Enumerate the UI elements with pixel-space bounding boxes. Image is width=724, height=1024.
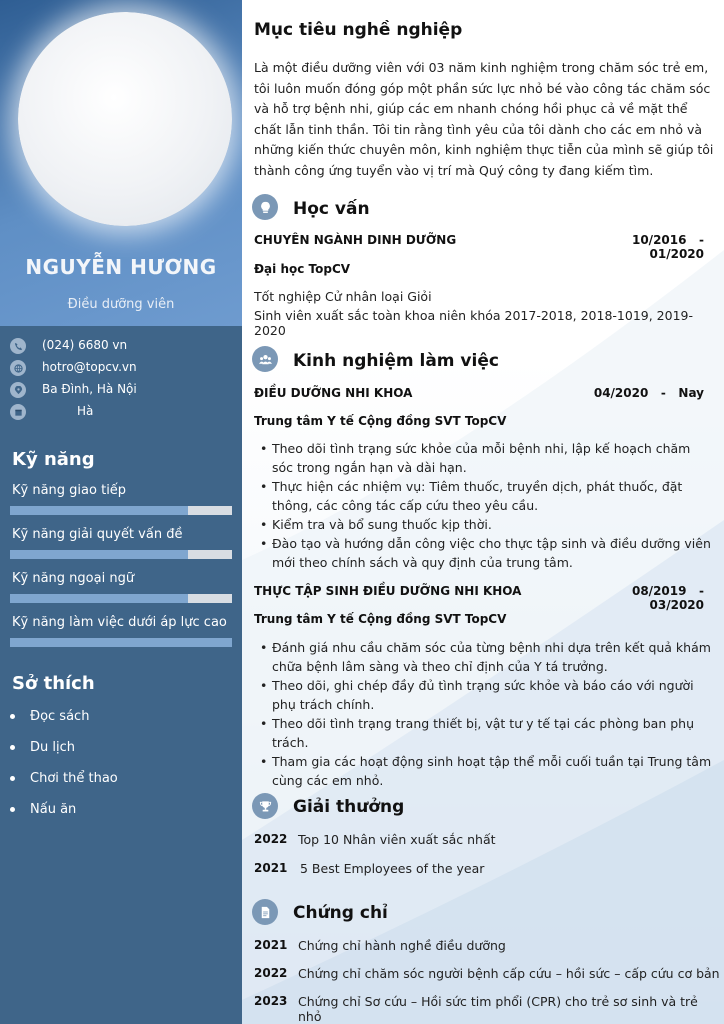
- list-item: • Đánh giá nhu cầu chăm sóc của từng bệnh nhi dựa trên kết quả khám chữa bệnh lâm sàng và theo chỉ định của Y tá trưởng.: [256, 638, 714, 676]
- hobbies-title: Sở thích: [12, 673, 95, 694]
- list-item: Chơi thể thao: [10, 771, 118, 786]
- list-item: Nấu ăn: [10, 802, 76, 817]
- job-position: THỰC TẬP SINH ĐIỀU DƯỠNG NHI KHOA: [254, 584, 522, 598]
- main-content: [242, 0, 724, 1024]
- education-title: Học vấn: [293, 199, 370, 219]
- certificates-title: Chứng chỉ: [293, 903, 388, 923]
- sidebar-header: [0, 0, 242, 326]
- award-text: Top 10 Nhân viên xuất sắc nhất: [298, 832, 496, 847]
- bullet-icon: [10, 776, 15, 781]
- skill-fill: [10, 550, 188, 559]
- document-icon: [252, 899, 278, 925]
- certificate-text: Chứng chỉ hành nghề điều dưỡng: [298, 938, 506, 953]
- skill-label: Kỹ năng giải quyết vấn đề: [12, 527, 183, 542]
- job-dates: 04/2020 - Nay: [593, 386, 704, 400]
- candidate-role: Điều dưỡng viên: [67, 297, 175, 312]
- education-school: Đại học TopCV: [254, 262, 351, 276]
- skill-bar: [10, 594, 232, 603]
- globe-icon: [10, 360, 26, 376]
- awards-title: Giải thưởng: [293, 797, 405, 817]
- users-icon: [252, 346, 278, 372]
- skill-fill: [10, 638, 232, 647]
- list-item: • Theo dõi, ghi chép đầy đủ tình trạng sức khỏe và báo cáo với người phụ trách chính.: [256, 676, 714, 714]
- skill-bar: [10, 550, 232, 559]
- education-dates: 10/2016 - 01/2020: [631, 233, 704, 261]
- calendar-icon: [10, 404, 26, 420]
- education-line: Sinh viên xuất sắc toàn khoa niên khóa 2017-2018, 2018-1019, 2019-2020: [254, 308, 694, 338]
- objective-title: Mục tiêu nghề nghiệp: [254, 20, 463, 40]
- bullet-icon: [10, 807, 15, 812]
- bullet-icon: [10, 714, 15, 719]
- certificate-text: Chứng chỉ chăm sóc người bệnh cấp cứu – hồi sức – cấp cứu cơ bản: [298, 966, 720, 981]
- list-item: • Thực hiện các nhiệm vụ: Tiêm thuốc, truyền dịch, phát thuốc, đặt thông, các công tác cấp cứu theo yêu cầu.: [256, 477, 714, 515]
- certificate-text: Chứng chỉ Sơ cứu – Hồi sức tim phổi (CPR) cho trẻ sơ sinh và trẻ nhỏ: [298, 994, 698, 1024]
- skill-label: Kỹ năng ngoại ngữ: [12, 571, 135, 586]
- education-line: Tốt nghiệp Cử nhân loại Giỏi: [254, 289, 432, 304]
- job-position: ĐIỀU DƯỠNG NHI KHOA: [254, 386, 413, 400]
- objective-text: Là một điều dưỡng viên với 03 năm kinh nghiệm trong chăm sóc trẻ em, tôi luôn muốn đóng góp một phần sức lực nhỏ bé vào công tác chăm sóc và hỗ trợ bệnh nhi, giúp các em nhanh chóng hồi phục cả về mặt thể chất lẫn tinh thần. Tôi tin rằng tình yêu của tôi dành cho các em nhỏ và những kiến thức chuyên môn, kinh nghiệm thực tiễn của mình sẽ giúp tôi thành công ứng tuyển vào vị trí mà Quý công ty đang kiếm tìm.: [254, 60, 714, 178]
- job-company: Trung tâm Y tế Cộng đồng SVT TopCV: [254, 414, 507, 428]
- contact-address: Ba Đình, Hà Nội: [10, 382, 235, 398]
- list-item: • Theo dõi tình trạng trang thiết bị, vật tư y tế tại các phòng ban phụ trách.: [256, 714, 714, 752]
- certificate-year: 2023: [254, 994, 288, 1008]
- job-company: Trung tâm Y tế Cộng đồng SVT TopCV: [254, 612, 507, 626]
- certificate-year: 2022: [254, 966, 288, 980]
- avatar: [18, 12, 232, 226]
- phone-icon: [10, 338, 26, 354]
- contact-email: hotro@topcv.vn: [10, 360, 235, 376]
- location-pin-icon: [10, 382, 26, 398]
- skill-fill: [10, 594, 188, 603]
- sidebar: [0, 0, 242, 1024]
- job-duties: [256, 439, 714, 572]
- candidate-name: NGUYỄN HƯƠNG: [25, 255, 217, 279]
- skill-bar: [10, 506, 232, 515]
- job-duties: [256, 638, 714, 790]
- job-dates: 08/2019 - 03/2020: [631, 584, 704, 612]
- list-item: • Đào tạo và hướng dẫn công việc cho thực tập sinh và điều dưỡng viên mới theo chính sách và quy định của trung tâm.: [256, 534, 714, 572]
- award-text: 5 Best Employees of the year: [300, 861, 485, 876]
- education-major: CHUYÊN NGÀNH DINH DƯỠNG: [254, 233, 457, 247]
- list-item: • Tham gia các hoạt động sinh hoạt tập thể mỗi cuối tuần tại Trung tâm cùng các em nhỏ.: [256, 752, 714, 790]
- award-year: 2022: [254, 832, 288, 846]
- skill-label: Kỹ năng làm việc dưới áp lực cao: [12, 615, 227, 630]
- bullet-icon: [10, 745, 15, 750]
- trophy-icon: [252, 793, 278, 819]
- award-year: 2021: [254, 861, 288, 875]
- list-item: • Kiểm tra và bổ sung thuốc kịp thời.: [256, 515, 714, 534]
- list-item: Đọc sách: [10, 709, 89, 724]
- certificate-year: 2021: [254, 938, 288, 952]
- list-item: • Theo dõi tình trạng sức khỏe của mỗi bệnh nhi, lập kế hoạch chăm sóc trong ngắn hạn và dài hạn.: [256, 439, 714, 477]
- contact-city: Hà: [10, 404, 235, 420]
- skill-label: Kỹ năng giao tiếp: [12, 483, 127, 498]
- skills-title: Kỹ năng: [12, 449, 95, 470]
- skill-bar: [10, 638, 232, 647]
- contact-phone: (024) 6680 vn: [10, 338, 235, 354]
- experience-title: Kinh nghiệm làm việc: [293, 351, 499, 371]
- list-item: Du lịch: [10, 740, 75, 755]
- skill-fill: [10, 506, 188, 515]
- lightbulb-icon: [252, 194, 278, 220]
